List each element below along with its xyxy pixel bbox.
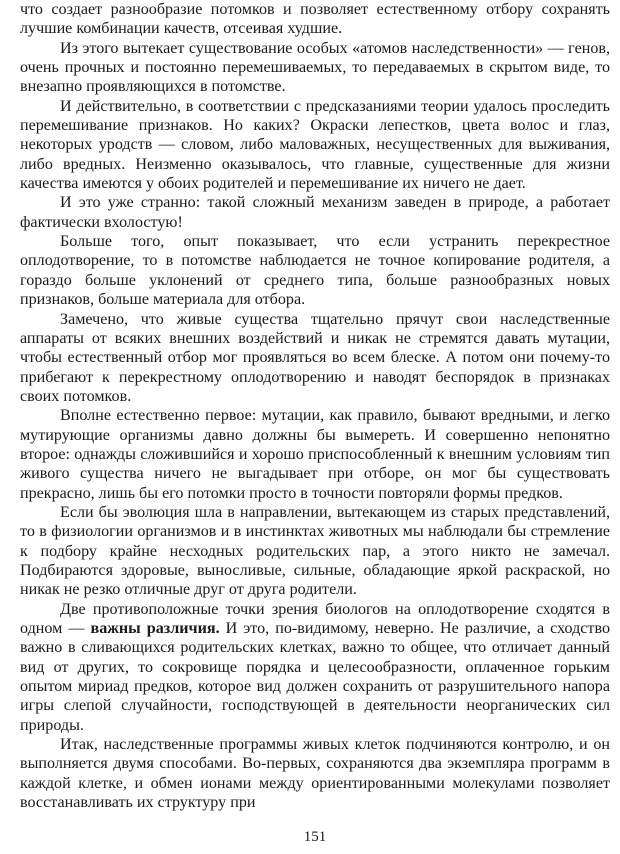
page-number: 151 bbox=[303, 829, 327, 845]
paragraph: Замечено, что живые существа тщательно прячут свои наследственные аппараты от всяких внешних воздействий и никак не стремятся давать мутации, чтобы естественный отбор мог проявляться во всем блеске. А потом они почему-то прибегают к перекрестному оплодотворению и наводят беспорядок в признаках своих потомков. bbox=[20, 310, 610, 405]
paragraph-text: Две противоположные точки зрения биологов на оплодотворение сходятся в одном — bbox=[20, 600, 610, 637]
emphasized-text: важны различия. bbox=[90, 620, 220, 637]
paragraph-with-emphasis bbox=[20, 600, 610, 735]
paragraph: И это уже странно: такой сложный механизм заведен в природе, а работает фактически вхолостую! bbox=[20, 194, 610, 231]
paragraph-text: И это, по-видимому, неверно. Не различие, а сходство важно в сливающихся родительских клетках, важно то общее, что отличает данный вид от других, то сокровище порядка и целесообразности, оплаченное горьким опытом мириад предков, которое вид должен сохранить от разрушительного напора игры слепой случайности, господствующей в деятельности неорганических сил природы. bbox=[20, 620, 610, 734]
book-page bbox=[20, 0, 610, 854]
paragraph: И действительно, в соответствии с предсказаниями теории удалось проследить перемешивание признаков. Но каких? Окраски лепестков, цвета волос и глаз, некоторых уродств — словом, либо маловажных, несущественных для выживания, либо вредных. Неизменно оказывалось, что главные, существенные для жизни качества имеются у обоих родителей и перемешивание их ничего не дает. bbox=[20, 97, 610, 193]
paragraph: Если бы эволюция шла в направлении, вытекающем из старых представлений, то в физиологии организмов и в инстинктах животных мы наблюдали бы стремление к подбору крайне несходных родительских пар, а этого никто не замечал. Подбираются здоровые, выносливые, сильные, обладающие яркой раскраской, но никак не резко отличные друг от друга родители. bbox=[20, 503, 610, 599]
paragraph: Больше того, опыт показывает, что если устранить перекрестное оплодотворение, то в потомстве наблюдается не точное копирование родителя, а гораздо больше уклонений от среднего типа, больше разнообразных новых признаков, больше материала для отбора. bbox=[20, 233, 610, 309]
paragraph: что создает разнообразие потомков и позволяет естественному отбору сохранять лучшие комбинации качеств, отсеивая худшие. bbox=[20, 1, 610, 38]
paragraph: Вполне естественно первое: мутации, как правило, бывают вредными, и легко мутирующие организмы давно должны бы вымереть. И совершенно непонятно второе: однажды сложившийся и хорошо приспособленный к внешним условиям тип живого существа ничего не выгадывает при отборе, он мог бы существовать прекрасно, лишь бы его потомки просто в точности повторяли формы предков. bbox=[20, 407, 610, 502]
paragraph: Из этого вытекает существование особых «атомов наследственности» — генов, очень прочных и постоянно перемешиваемых, то передаваемых в скрытом виде, то внезапно проявляющихся в потомстве. bbox=[20, 39, 610, 96]
paragraph: Итак, наследственные программы живых клеток подчиняются контролю, и он выполняется двумя способами. Во-первых, сохраняются два экземпляра программ в каждой клетке, и обмен ионами между ориентированными молекулами позволяет восстанавливать их структуру при bbox=[20, 736, 610, 812]
